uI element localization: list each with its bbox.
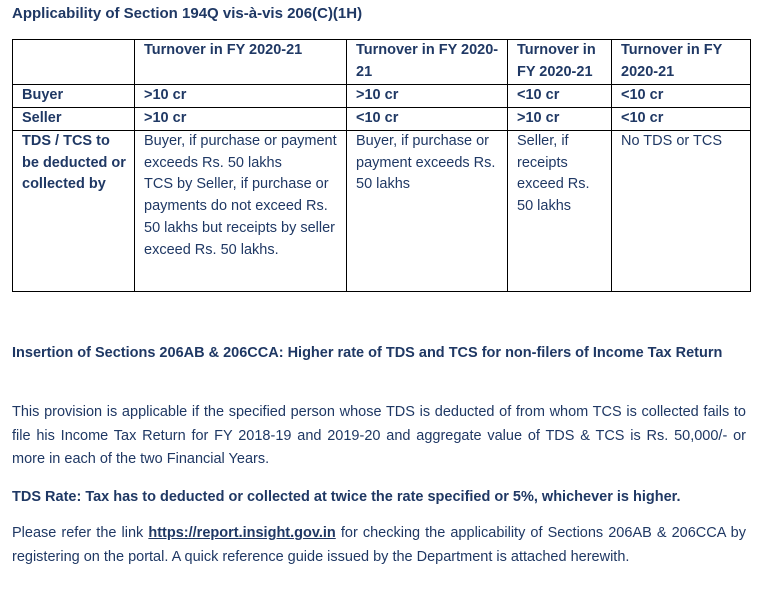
- table-header-row: [13, 40, 751, 85]
- table-header-col-2: Turnover in FY 2020-21: [347, 40, 508, 85]
- page-title: Applicability of Section 194Q vis-à-vis 206(C)(1H): [12, 5, 363, 22]
- applicability-table: [12, 39, 751, 292]
- table-row-seller: [13, 108, 751, 131]
- table-cell: >10 cr: [347, 85, 508, 108]
- portal-link[interactable]: https://report.insight.gov.in: [148, 525, 336, 541]
- refer-text-after: for checking the applicability of Sections 206AB & 206CCA by registering on the portal. A quick reference guide issued by the Department is attached herewith.: [12, 525, 746, 565]
- row-label-deductor: TDS / TCS to be deducted or collected by: [13, 131, 135, 292]
- row-label-buyer: Buyer: [13, 85, 135, 108]
- table-cell: >10 cr: [135, 108, 347, 131]
- table-cell: >10 cr: [135, 85, 347, 108]
- cell-text-extra: TCS by Seller, if purchase or payments do not exceed Rs. 50 lakhs but receipts by seller exceed Rs. 50 lakhs.: [144, 176, 336, 258]
- table-cell: Buyer, if purchase or payment exceeds Rs. 50 lakhs: [347, 131, 508, 292]
- table-header-col-3: Turnover in FY 2020-21: [508, 40, 612, 85]
- tds-rate-paragraph: TDS Rate: Tax has to deducted or collected at twice the rate specified or 5%, whichever is higher.: [12, 489, 681, 505]
- table-header-col-1: Turnover in FY 2020-21: [135, 40, 347, 85]
- table-cell: <10 cr: [347, 108, 508, 131]
- table-header-col-4: Turnover in FY 2020-21: [612, 40, 751, 85]
- table-cell: >10 cr: [508, 108, 612, 131]
- table-header-empty: [13, 40, 135, 85]
- cell-text: Buyer, if purchase or payment exceeds Rs. 50 lakhs: [144, 133, 337, 171]
- refer-paragraph: [12, 522, 746, 569]
- row-label-seller: Seller: [13, 108, 135, 131]
- table-cell: Seller, if receipts exceed Rs. 50 lakhs: [508, 131, 612, 292]
- table-row-buyer: [13, 85, 751, 108]
- provision-paragraph: This provision is applicable if the specified person whose TDS is deducted of from whom TCS is collected fails to file his Income Tax Return for FY 2018-19 and 2019-20 and aggregate value of TDS & TCS is Rs. 50,000/- or more in each of the two Financial Years.: [12, 404, 746, 467]
- table-row-deductor: [13, 131, 751, 292]
- table-cell: <10 cr: [612, 85, 751, 108]
- table-cell: No TDS or TCS: [612, 131, 751, 292]
- table-cell: <10 cr: [612, 108, 751, 131]
- table-cell: [135, 131, 347, 292]
- table-cell: <10 cr: [508, 85, 612, 108]
- section-heading: Insertion of Sections 206AB & 206CCA: Higher rate of TDS and TCS for non-filers of Income Tax Return: [12, 345, 723, 361]
- refer-text-before: Please refer the link: [12, 525, 149, 541]
